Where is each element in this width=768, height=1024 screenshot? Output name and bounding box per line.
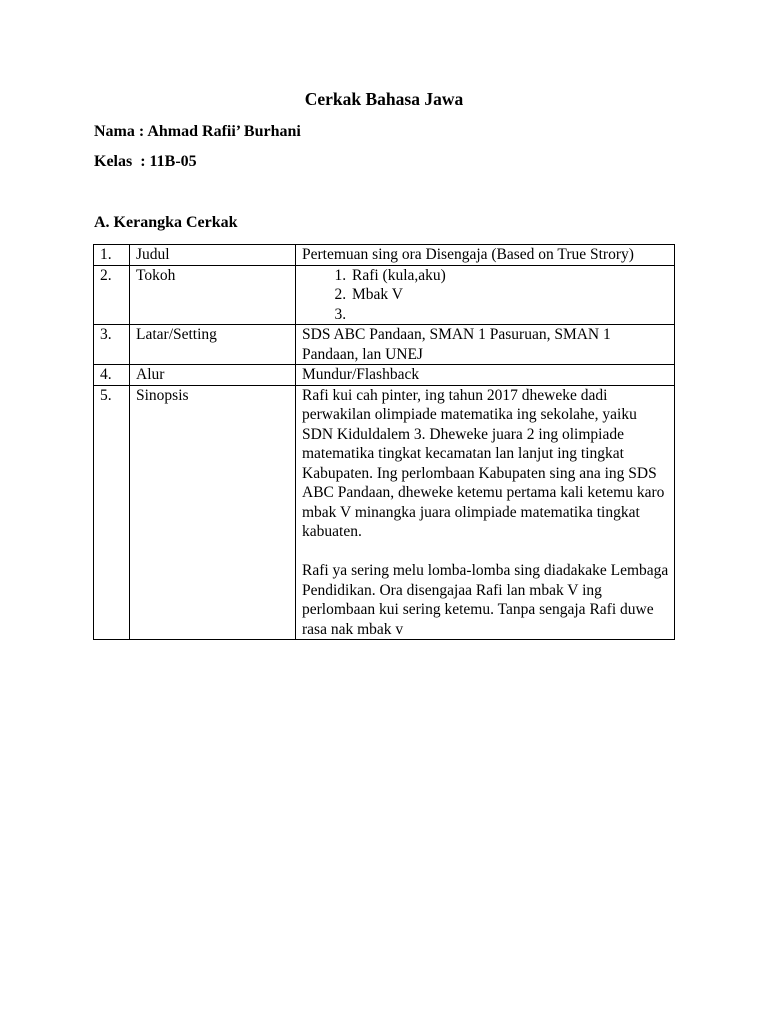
row-number: 2.	[94, 265, 130, 325]
list-item: 1. Rafi (kula,aku)	[350, 266, 669, 286]
row-value	[296, 265, 675, 325]
document-title: Cerkak Bahasa Jawa	[304, 89, 464, 109]
table-row	[94, 385, 675, 640]
character-list	[302, 266, 669, 325]
row-value: Mundur/Flashback	[296, 365, 675, 386]
student-name: Nama : Ahmad Rafii’ Burhani	[94, 123, 301, 140]
synopsis-paragraph: Rafi kui cah pinter, ing tahun 2017 dheweke dadi perwakilan olimpiade matematika ing sekolahe, yaiku SDN Kiduldalem 3. Dheweke juara 2 ing olimpiade matematika tingkat kecamatan lan lanjut ing tingkat Kabupaten. Ing perlombaan Kabupaten sing ana ing SDS ABC Pandaan, dheweke ketemu pertama kali ketemu karo mbak V minangka juara olimpiade matematika tingkat kabuaten.	[302, 386, 665, 540]
row-number: 5.	[94, 385, 130, 640]
story-framework-table	[93, 244, 675, 640]
row-number: 3.	[94, 325, 130, 365]
row-label: Tokoh	[130, 265, 296, 325]
row-label: Judul	[130, 245, 296, 266]
row-label: Latar/Setting	[130, 325, 296, 365]
table-row	[94, 245, 675, 266]
list-item: 2. Mbak V	[350, 285, 669, 305]
synopsis-paragraph: Rafi ya sering melu lomba-lomba sing diadakake Lembaga Pendidikan. Ora disengajaa Rafi lan mbak V ing perlombaan kui sering ketemu. Tanpa sengaja Rafi duwe rasa nak mbak v	[302, 562, 669, 638]
table-row	[94, 365, 675, 386]
table-row	[94, 265, 675, 325]
row-number: 4.	[94, 365, 130, 386]
student-class: Kelas : 11B-05	[94, 153, 197, 170]
row-value: SDS ABC Pandaan, SMAN 1 Pasuruan, SMAN 1 Pandaan, lan UNEJ	[296, 325, 675, 365]
row-label: Sinopsis	[130, 385, 296, 640]
row-value: Pertemuan sing ora Disengaja (Based on True Strory)	[296, 245, 675, 266]
list-item	[350, 305, 669, 325]
row-label: Alur	[130, 365, 296, 386]
row-value	[296, 385, 675, 640]
row-number: 1.	[94, 245, 130, 266]
table-row	[94, 325, 675, 365]
section-heading: A. Kerangka Cerkak	[94, 214, 238, 231]
